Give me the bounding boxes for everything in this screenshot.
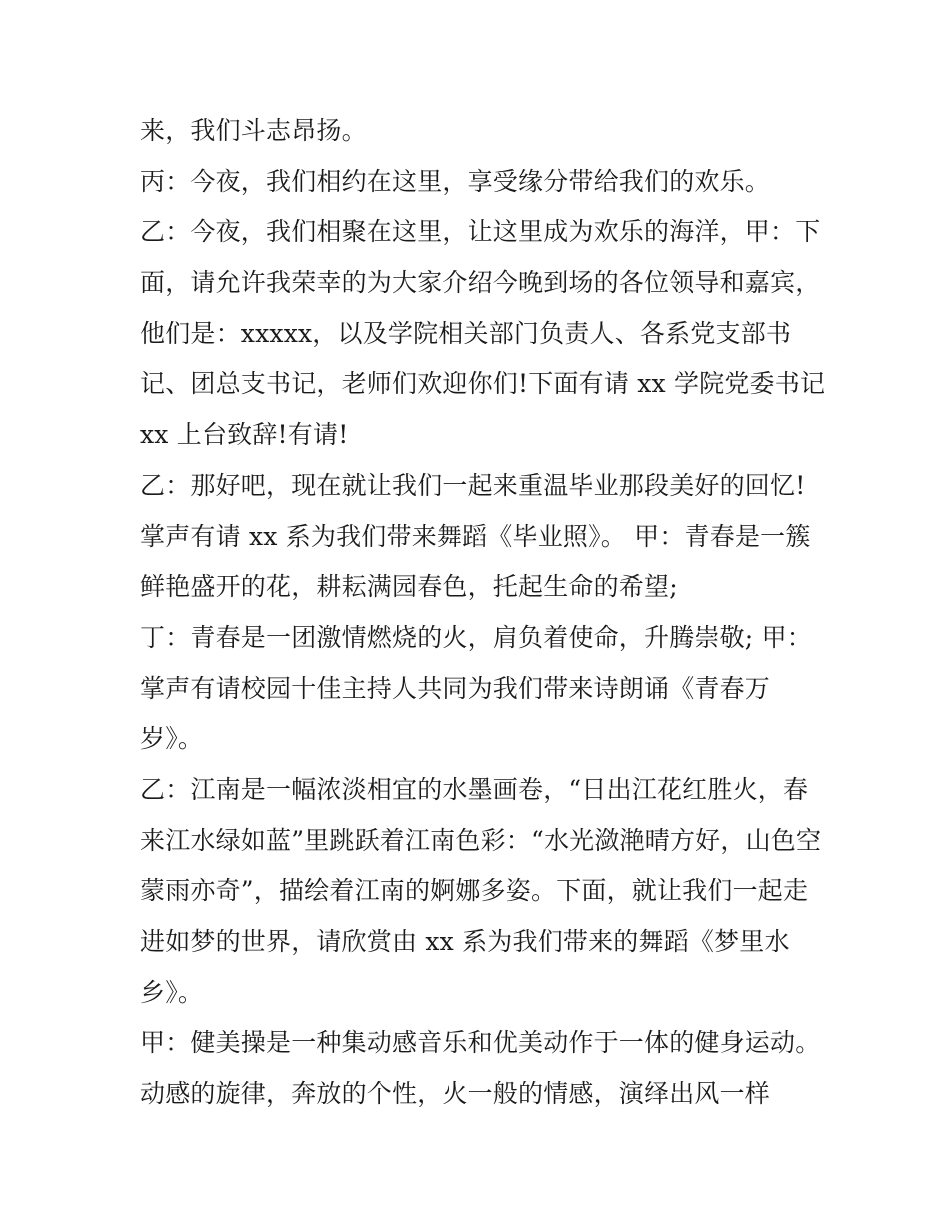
text-line: 来，我们斗志昂扬。 [140,116,367,145]
text-line: 掌声有请 xx 系为我们带来舞蹈《毕业照》。 甲：青春是一簇 [140,521,811,551]
text-line: 蒙雨亦奇”，描绘着江南的婀娜多姿。下面，就让我们一起走 [140,876,809,906]
text-line: 面，请允许我荣幸的为大家介绍今晚到场的各位领导和嘉宾， [140,268,821,298]
text-line: 鲜艳盛开的花，耕耘满园春色，托起生命的希望; [140,572,678,602]
text-line: 乙：今夜，我们相聚在这里，让这里成为欢乐的海洋，甲：下 [140,217,821,247]
document-body [140,106,830,1120]
text-line: 甲：健美操是一种集动感音乐和优美动作于一体的健身运动。 [140,1028,821,1058]
text-line: 乡》。 [140,977,204,1007]
text-line: xx 上台致辞!有请! [140,420,349,450]
text-line: 岁》。 [140,724,204,754]
text-line: 乙：江南是一幅浓淡相宜的水墨画卷，“日出江花红胜火，春 [140,774,809,804]
text-line: 进如梦的世界，请欣赏由 xx 系为我们带来的舞蹈《梦里水 [140,927,790,956]
text-line: 他们是：xxxxx，以及学院相关部门负责人、各系党支部书 [140,318,792,348]
text-line: 记、团总支书记，老师们欢迎你们!下面有请 xx 学院党委书记 [140,369,826,399]
text-line: 来江水绿如蓝”里跳跃着江南色彩：“水光潋滟晴方好，山色空 [140,825,822,855]
text-line: 乙：那好吧，现在就让我们一起来重温毕业那段美好的回忆! [140,470,806,500]
text-line: 掌声有请校园十佳主持人共同为我们带来诗朗诵《青春万 [140,673,771,703]
text-line: 丙：今夜，我们相约在这里，享受缘分带给我们的欢乐。 [140,166,771,196]
text-line: 丁：青春是一团激情燃烧的火，肩负着使命，升腾崇敬; 甲： [140,622,812,652]
text-line: 动感的旋律，奔放的个性，火一般的情感，演绎出风一样 [140,1079,771,1109]
